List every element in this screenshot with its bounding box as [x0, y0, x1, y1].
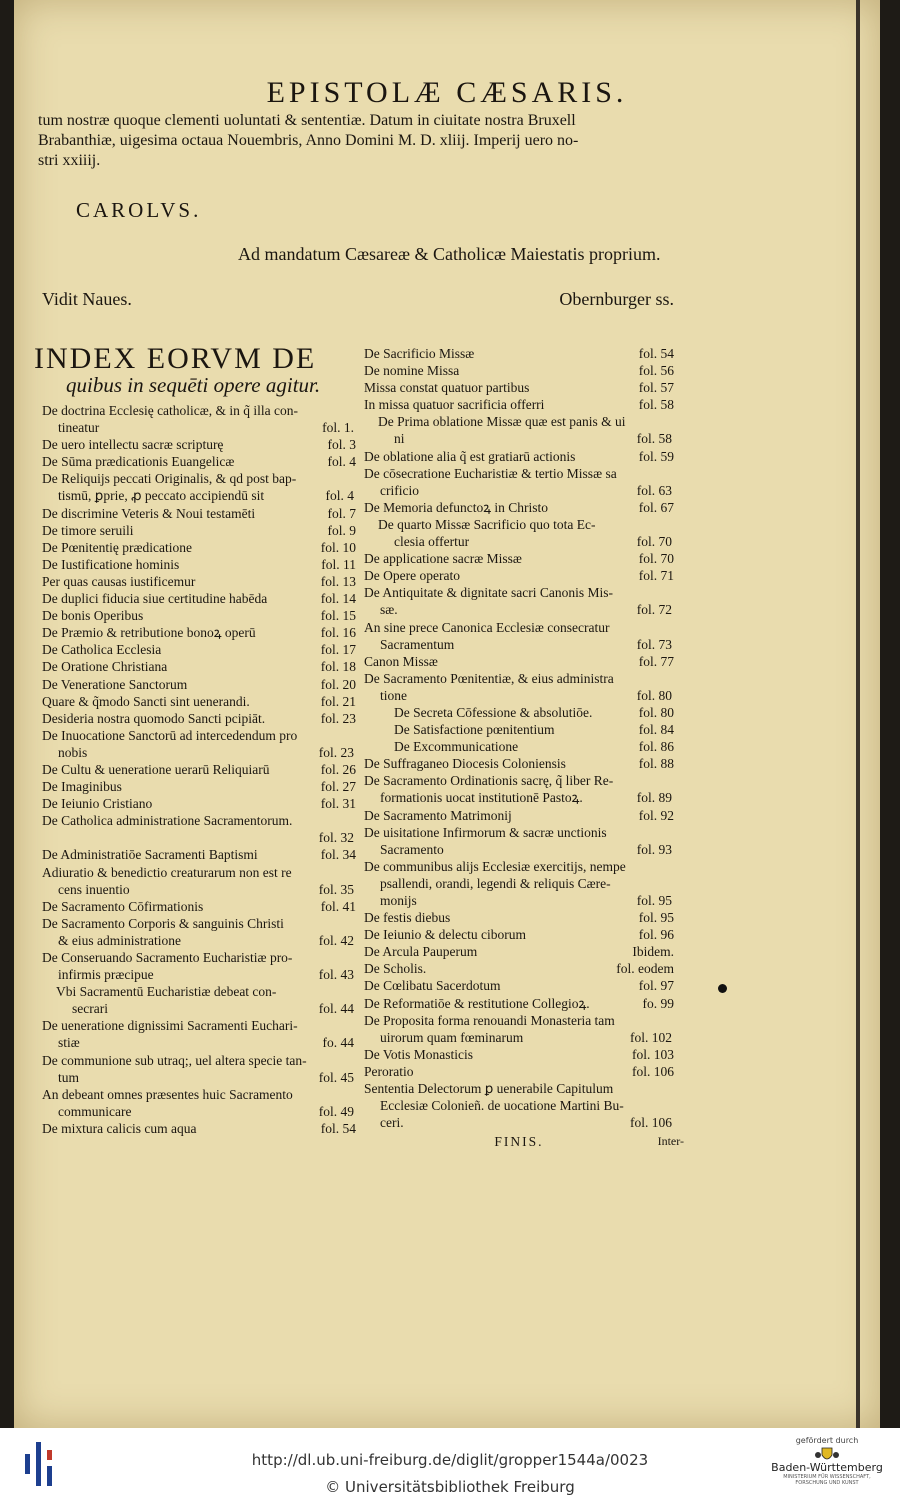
- entry-title: De Scholis.: [364, 961, 427, 977]
- entry-continuation: stiæ: [58, 1035, 80, 1051]
- entry-title: De quarto Missæ Sacrificio quo tota Ec-: [378, 516, 596, 532]
- index-entry: [364, 738, 674, 755]
- entry-continuation: crificio: [380, 482, 419, 498]
- entry-folio: fol. 86: [638, 739, 674, 755]
- entry-title: De Satisfactione pœnitentium: [394, 722, 555, 738]
- index-entry: [42, 693, 356, 710]
- entry-folio: fol. 32: [318, 830, 354, 846]
- index-entry: [364, 1063, 674, 1080]
- index-entry: [364, 926, 674, 943]
- entry-title: De mixtura calicis cum aqua: [42, 1120, 197, 1136]
- entry-title: De Iustificatione hominis: [42, 556, 180, 572]
- index-entry: [364, 772, 674, 806]
- entry-folio: fol. 92: [638, 807, 674, 823]
- sponsor-label: gefördert durch: [795, 1436, 859, 1445]
- index-entry: [364, 824, 674, 858]
- entry-continuation: ceri.: [380, 1115, 404, 1131]
- entry-folio: fol. 18: [320, 659, 356, 675]
- intro-line: tum nostræ quoque clementi uoluntati & sententiæ. Datum in ciuitate nostra Bruxell: [38, 112, 576, 129]
- entry-continuation: sæ.: [380, 602, 398, 618]
- entry-title: De duplici fiducia siue certitudine habēda: [42, 591, 268, 607]
- entry-title: De Ieiunio Cristiano: [42, 796, 153, 812]
- entry-title: An debeant omnes præsentes huic Sacramento: [42, 1086, 293, 1102]
- entry-continuation: Sacramento: [380, 841, 444, 857]
- index-entry: [364, 516, 674, 550]
- entry-title: De Antiquitate & dignitate sacri Canonis Mis-: [364, 585, 613, 601]
- entry-folio: fol. 103: [632, 1046, 674, 1062]
- entry-title: De Votis Monasticis: [364, 1046, 474, 1062]
- index-entry: [364, 567, 674, 584]
- index-entry: [42, 1052, 356, 1086]
- index-entry: [42, 505, 356, 522]
- index-entry: [364, 1046, 674, 1063]
- entry-folio: fol. 43: [318, 967, 354, 983]
- entry-title: De cōsecratione Eucharistiæ & tertio Missæ sa: [364, 465, 617, 481]
- entry-folio: fol. eodem: [616, 961, 674, 977]
- entry-title: De Suffraganeo Diocesis Coloniensis: [364, 756, 566, 772]
- entry-title: De discrimine Veteris & Noui testamēti: [42, 505, 256, 521]
- entry-folio: fol. 88: [638, 756, 674, 772]
- entry-title: De Sacramento Corporis & sanguinis Christi: [42, 915, 284, 931]
- entry-folio: fol. 72: [636, 602, 672, 618]
- entry-folio: fol. 26: [320, 761, 356, 777]
- running-head: EPISTOLÆ CÆSARIS.: [266, 76, 628, 109]
- entry-title: De Cœlibatu Sacerdotum: [364, 978, 501, 994]
- book-page: [14, 0, 880, 1428]
- entry-continuation: tineatur: [58, 420, 100, 436]
- entry-folio: fol. 9: [327, 522, 356, 538]
- entry-folio: fol. 70: [636, 534, 672, 550]
- secretary-line: Obernburger ss.: [559, 289, 674, 309]
- entry-folio: fol. 1.: [322, 420, 354, 436]
- entry-folio: fol. 77: [638, 653, 674, 669]
- index-entry: [42, 1086, 356, 1120]
- entry-continuation: psallendi, orandi, legendi & reliquis Cære-: [380, 875, 611, 891]
- entry-folio: fo. 99: [642, 995, 674, 1011]
- entry-folio: fol. 31: [320, 796, 356, 812]
- index-entry: [364, 943, 674, 960]
- index-entry: [42, 949, 356, 983]
- index-entry: [364, 584, 674, 618]
- entry-folio: fol. 16: [320, 625, 356, 641]
- entry-folio: fol. 56: [638, 363, 674, 379]
- entry-title: De Memoria defunctoꝝ in Christo: [364, 499, 549, 515]
- entry-title: De Secreta Cōfessione & absolutiōe.: [394, 704, 593, 720]
- entry-title: De communione sub utraq;, uel altera specie tan-: [42, 1052, 307, 1068]
- entry-folio: fol. 3: [327, 437, 356, 453]
- entry-folio: fol. 71: [638, 568, 674, 584]
- index-entry: [364, 995, 674, 1012]
- entry-title: De applicatione sacræ Missæ: [364, 551, 522, 567]
- entry-title: De Ieiunio & delectu ciborum: [364, 927, 526, 943]
- sponsor-logo: [768, 1436, 886, 1498]
- entry-folio: fol. 95: [638, 910, 674, 926]
- entry-folio: fol. 15: [320, 608, 356, 624]
- entry-folio: fol. 34: [320, 847, 356, 863]
- entry-title: De Prima oblatione Missæ quæ est panis & ui: [378, 414, 626, 430]
- entry-title: De Præmio & retributione bonoꝝ operū: [42, 625, 256, 641]
- index-entry: [42, 1017, 356, 1051]
- index-entry: [42, 658, 356, 675]
- index-entry: [364, 858, 674, 909]
- entry-folio: fol. 10: [320, 539, 356, 555]
- entry-continuation: [42, 830, 58, 845]
- finis-mark: [364, 1133, 684, 1150]
- index-entry: [42, 761, 356, 778]
- index-entry: [364, 704, 674, 721]
- index-entry: [364, 977, 674, 994]
- entry-continuation: nobis: [58, 744, 88, 760]
- index-entry: [364, 550, 674, 567]
- entry-title: An sine prece Canonica Ecclesiæ consecratur: [364, 619, 610, 635]
- entry-folio: fol. 7: [327, 505, 356, 521]
- index-entry: [42, 573, 356, 590]
- entry-folio: fol. 13: [320, 573, 356, 589]
- index-entry: [42, 864, 356, 898]
- entry-folio: fol. 54: [320, 1120, 356, 1136]
- entry-title: De Opere operato: [364, 568, 460, 584]
- index-entry: [364, 379, 674, 396]
- entry-title: De Sūma prædicationis Euangelicæ: [42, 454, 235, 470]
- entry-title: De bonis Operibus: [42, 608, 144, 624]
- entry-title: De festis diebus: [364, 910, 451, 926]
- entry-continuation: tum: [58, 1069, 80, 1085]
- entry-title: De Reliquijs peccati Originalis, & qd post bap-: [42, 471, 297, 487]
- entry-title: De Proposita forma renouandi Monasteria tam: [364, 1012, 615, 1028]
- entry-title: De uero intellectu sacræ scripturę: [42, 437, 224, 453]
- entry-folio: fol. 70: [638, 551, 674, 567]
- entry-folio: fol. 58: [638, 397, 674, 413]
- entry-folio: fol. 57: [638, 380, 674, 396]
- index-entry: [42, 402, 356, 436]
- entry-folio: fol. 102: [630, 1029, 672, 1045]
- signature-carolus: CAROLVS.: [76, 198, 202, 222]
- entry-continuation: Sacramentum: [380, 636, 455, 652]
- entry-folio: fol. 73: [636, 636, 672, 652]
- index-entry: [42, 915, 356, 949]
- entry-continuation: ni: [394, 431, 405, 447]
- index-entry: [42, 812, 356, 846]
- index-entry: [364, 499, 674, 516]
- index-column-right: [364, 345, 684, 1150]
- entry-folio: fol. 45: [318, 1069, 354, 1085]
- entry-folio: fol. 80: [636, 687, 672, 703]
- entry-title: De Catholica administratione Sacramentorum.: [42, 813, 293, 829]
- entry-folio: fol. 96: [638, 927, 674, 943]
- index-entry: [364, 909, 674, 926]
- index-entry: [42, 453, 356, 470]
- index-entry: [42, 1120, 356, 1137]
- copyright-notice: © Universitätsbibliothek Freiburg: [325, 1478, 575, 1496]
- entry-title: De Conseruando Sacramento Eucharistiæ pro-: [42, 950, 293, 965]
- entry-title: De Sacramento Cōfirmationis: [42, 898, 204, 914]
- index-entry: [364, 362, 674, 379]
- entry-folio: fol. 35: [318, 881, 354, 897]
- entry-continuation: tione: [380, 687, 407, 703]
- entry-title: De ueneratione dignissimi Sacramenti Euchari-: [42, 1018, 298, 1034]
- entry-title: De Veneratione Sanctorum: [42, 676, 188, 692]
- coat-of-arms-icon: [814, 1447, 840, 1463]
- entry-title: De doctrina Ecclesię catholicæ, & in q̃ illa con-: [42, 403, 299, 418]
- entry-title: De Inuocatione Sanctorū ad intercedendum pro: [42, 727, 298, 743]
- entry-title: De Reformatiōe & restitutione Collegioꝝ.: [364, 995, 590, 1011]
- index-entry: [42, 898, 356, 915]
- entry-continuation: clesia offertur: [394, 534, 470, 550]
- index-subtitle: quibus in sequēti opere agitur.: [66, 373, 321, 397]
- entry-title: In missa quatuor sacrificia offerri: [364, 397, 545, 413]
- entry-folio: fol. 44: [318, 1001, 354, 1017]
- entry-continuation: Ecclesiæ Colonieñ. de uocatione Martini Bu-: [380, 1098, 624, 1114]
- entry-folio: fol. 41: [320, 898, 356, 914]
- index-entry: [42, 522, 356, 539]
- index-entry: [42, 590, 356, 607]
- index-entry: [42, 470, 356, 504]
- entry-title: De uisitatione Infirmorum & sacræ unctionis: [364, 824, 607, 840]
- index-entry: [42, 983, 356, 1017]
- entry-title: De communibus alijs Ecclesiæ exercitijs, nempe: [364, 858, 626, 874]
- sponsor-name: Baden-Württemberg: [771, 1461, 883, 1474]
- entry-title: Per quas causas iustificemur: [42, 573, 196, 589]
- index-entry: [364, 619, 674, 653]
- entry-folio: fol. 106: [630, 1115, 672, 1131]
- index-entry: [42, 795, 356, 812]
- entry-folio: fol. 58: [636, 431, 672, 447]
- entry-folio: fol. 93: [636, 841, 672, 857]
- entry-folio: fol. 95: [636, 893, 672, 908]
- entry-title: Canon Missæ: [364, 653, 438, 669]
- index-entry: [364, 653, 674, 670]
- entry-title: De nomine Missa: [364, 363, 460, 379]
- entry-continuation: secrari: [72, 1001, 108, 1017]
- entry-folio: fol. 20: [320, 676, 356, 692]
- page-edge: [856, 0, 860, 1428]
- entry-title: Peroratio: [364, 1063, 414, 1079]
- entry-title: De Oratione Christiana: [42, 659, 168, 675]
- finis-text: FINIS.: [494, 1134, 544, 1150]
- index-entry: [364, 755, 674, 772]
- entry-continuation: cens inuentio: [58, 881, 130, 897]
- entry-folio: fol. 42: [318, 932, 354, 948]
- permalink-url[interactable]: http://dl.ub.uni-freiburg.de/diglit/gropper1544a/0023: [251, 1451, 649, 1469]
- entry-title: Missa constat quatuor partibus: [364, 380, 530, 396]
- entry-title: De Sacramento Matrimonij: [364, 807, 512, 823]
- index-entry: [364, 960, 674, 977]
- entry-title: De Excommunicatione: [394, 739, 519, 755]
- entry-title: Quare & q̃modo Sancti sint uenerandi.: [42, 693, 250, 709]
- entry-folio: fol. 54: [638, 346, 674, 361]
- entry-title: De oblatione alia q̃ est gratiarū actionis: [364, 448, 576, 464]
- entry-folio: fol. 49: [318, 1103, 354, 1119]
- index-entry: [42, 624, 356, 641]
- entry-title: De timore seruili: [42, 522, 134, 538]
- entry-folio: fol. 23: [318, 744, 354, 760]
- entry-title: De Cultu & ueneratione uerarū Reliquiarū: [42, 761, 270, 777]
- index-entry: [42, 846, 356, 863]
- entry-continuation: infirmis præcipue: [58, 967, 154, 983]
- entry-title: De Sacramento Pœnitentiæ, & eius administra: [364, 670, 614, 686]
- entry-folio: fol. 17: [320, 642, 356, 658]
- index-entry: [42, 607, 356, 624]
- entry-title: De Administratiōe Sacramenti Baptismi: [42, 847, 258, 863]
- entry-folio: fol. 89: [636, 790, 672, 806]
- intro-line: Brabanthiæ, uigesima octaua Nouembris, Anno Domini M. D. xliij. Imperij uero no-: [38, 132, 579, 149]
- sponsor-ministry: MINISTERIUM FÜR WISSENSCHAFT, FORSCHUNG UND KUNST: [783, 1474, 871, 1486]
- index-entry: [42, 539, 356, 556]
- entry-folio: fol. 80: [638, 704, 674, 720]
- entry-folio: fol. 23: [320, 710, 356, 726]
- entry-folio: fol. 4: [325, 488, 354, 504]
- vidit-line: Vidit Naues.: [42, 289, 132, 309]
- intro-text: [38, 111, 688, 171]
- entry-title: De Imaginibus: [42, 779, 122, 795]
- entry-title: De Arcula Pauperum: [364, 944, 478, 960]
- index-entry: [42, 676, 356, 693]
- entry-continuation: communicare: [58, 1103, 132, 1119]
- entry-title: De Pœnitentię prædicatione: [42, 539, 192, 555]
- entry-folio: fol. 106: [632, 1063, 674, 1079]
- index-entry: [364, 1012, 674, 1046]
- entry-title: De Sacramento Ordinationis sacrę, q̃ liber Re-: [364, 773, 614, 789]
- entry-folio: fol. 4: [327, 454, 356, 470]
- ink-dot: [718, 984, 727, 993]
- entry-folio: fo. 44: [322, 1035, 354, 1051]
- entry-continuation: tismū, ꝑprie, ꝓ peccato accipiendū sit: [58, 488, 265, 504]
- entry-title: Sententia Delectorum ꝑ uenerabile Capitulum: [364, 1081, 614, 1097]
- entry-folio: fol. 27: [320, 779, 356, 795]
- index-entry: [364, 721, 674, 738]
- index-entry: [42, 436, 356, 453]
- entry-folio: fol. 67: [638, 499, 674, 515]
- entry-folio: fol. 11: [321, 556, 356, 572]
- index-entry: [42, 710, 356, 727]
- entry-title: Desideria nostra quomodo Sancti pcipiāt.: [42, 710, 266, 726]
- mandate-line: Ad mandatum Cæsareæ & Catholicæ Maiestatis proprium.: [238, 244, 661, 264]
- entry-continuation: monijs: [380, 893, 417, 908]
- entry-title: Adiuratio & benedictio creaturarum non est re: [42, 864, 292, 880]
- intro-line: stri xxiiij.: [38, 152, 101, 169]
- entry-folio: fol. 97: [638, 978, 674, 994]
- index-entry: [42, 556, 356, 573]
- index-entry: [42, 641, 356, 658]
- index-entry: [364, 807, 674, 824]
- index-entry: [364, 345, 674, 362]
- index-entry: [42, 727, 356, 761]
- entry-folio: Ibidem.: [632, 944, 674, 960]
- entry-folio: fol. 63: [636, 482, 672, 498]
- index-column-left: [42, 402, 356, 1137]
- entry-continuation: & eius administratione: [58, 932, 181, 948]
- index-entry: [364, 465, 674, 499]
- index-entry: [364, 670, 674, 704]
- entry-title: De Sacrificio Missæ: [364, 346, 475, 361]
- entry-continuation: formationis uocat institutionē Pastoꝝ.: [380, 790, 583, 806]
- catchword: Inter-: [657, 1134, 684, 1149]
- entry-folio: fol. 14: [320, 591, 356, 607]
- index-entry: [364, 1080, 674, 1131]
- index-title: INDEX EORVM DE: [34, 342, 317, 375]
- index-entry: [364, 448, 674, 465]
- index-entry: [364, 413, 674, 447]
- entry-folio: fol. 21: [320, 693, 356, 709]
- entry-folio: fol. 59: [638, 448, 674, 464]
- index-entry: [364, 396, 674, 413]
- entry-title: De Catholica Ecclesia: [42, 642, 162, 658]
- entry-continuation: uirorum quam fœminarum: [380, 1029, 524, 1045]
- entry-folio: fol. 84: [638, 722, 674, 738]
- index-entry: [42, 778, 356, 795]
- entry-title: Vbi Sacramentū Eucharistiæ debeat con-: [56, 984, 277, 1000]
